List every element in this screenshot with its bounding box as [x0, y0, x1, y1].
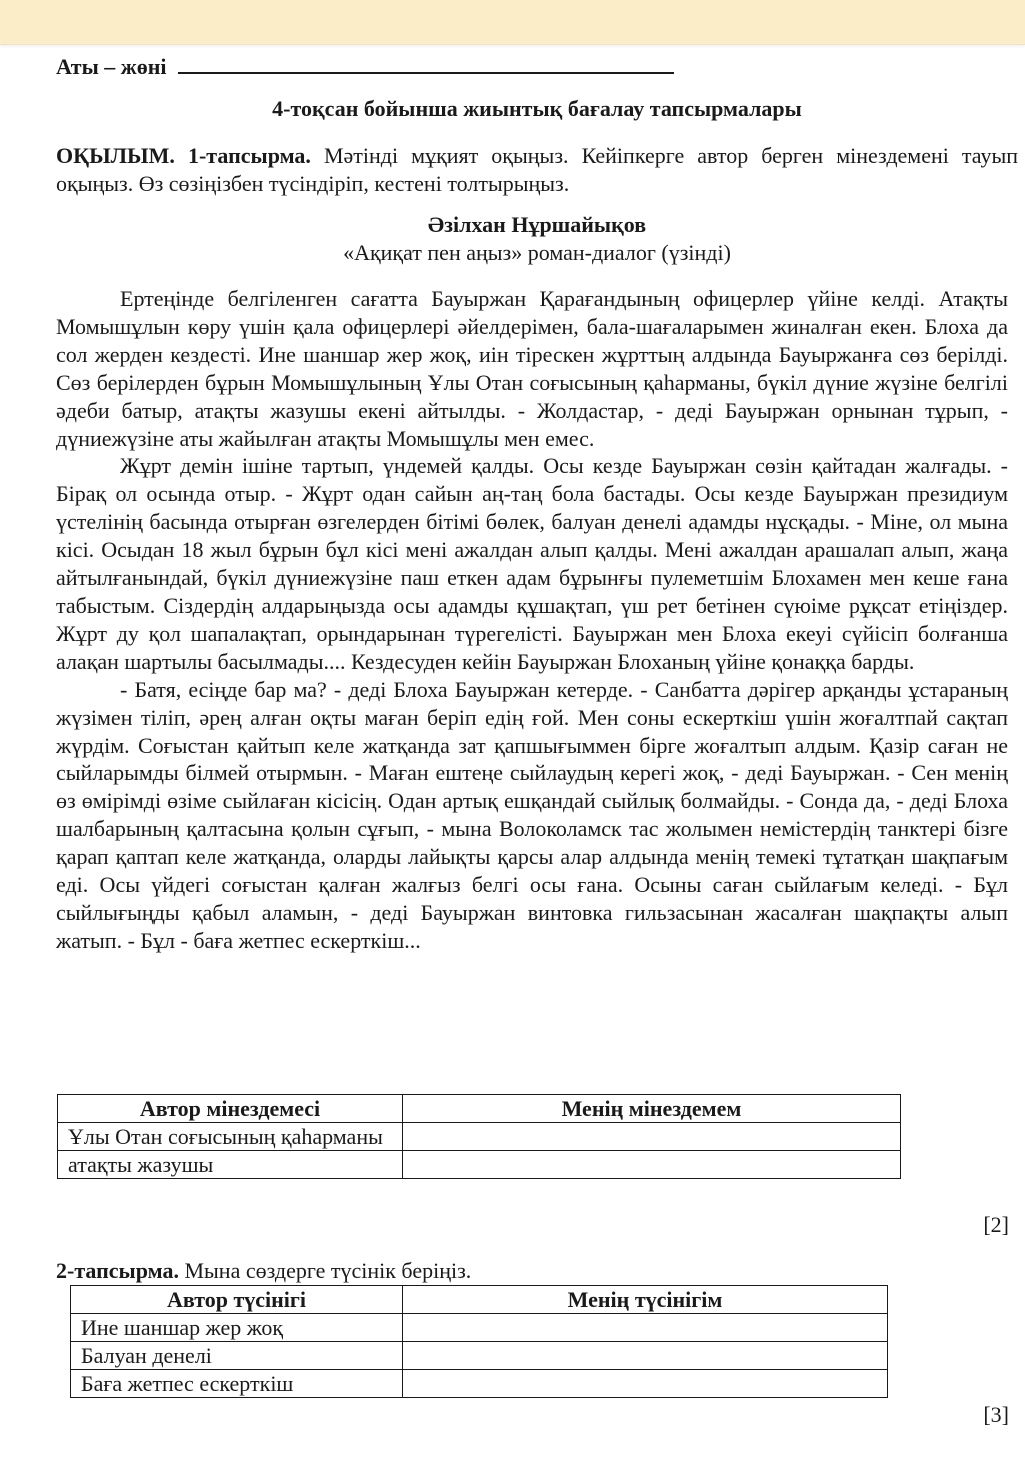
table-row	[71, 1370, 888, 1398]
task1-label: ОҚЫЛЫМ. 1-тапсырма.	[56, 143, 311, 168]
text-work-title: «Ақиқат пен аңыз» роман-диалог (үзінді)	[343, 240, 731, 265]
top-band	[0, 0, 1025, 45]
table-row	[71, 1342, 888, 1370]
table-header-cell: Автор түсінігі	[71, 1286, 403, 1314]
author-explanation-cell: Баға жетпес ескерткіш	[71, 1370, 403, 1398]
table-header-cell: Менің мінездемем	[403, 1095, 901, 1123]
my-explanation-cell[interactable]	[403, 1342, 888, 1370]
my-characterization-cell[interactable]	[403, 1151, 901, 1179]
table-header-cell: Менің түсінігім	[403, 1286, 888, 1314]
author-characterization-cell: атақты жазушы	[58, 1151, 403, 1179]
author-explanation-cell: Ине шаншар жер жоқ	[71, 1314, 403, 1342]
task1-instruction-text: Мәтінді мұқият оқыңыз. Кейіпкерге автор берген мінездемені тауып оқыңыз. Өз сөзіңізбен түсіндіріп, кестені толтырыңыз.	[56, 143, 1018, 196]
worksheet-title: 4-тоқсан бойынша жиынтық бағалау тапсырмалары	[272, 96, 802, 121]
task2-instruction-text: Мына сөздерге түсінік беріңіз.	[184, 1258, 472, 1283]
reading-text	[56, 285, 1008, 955]
my-characterization-cell[interactable]	[403, 1123, 901, 1151]
paragraph-2: Жұрт демін ішіне тартып, үндемей қалды. Осы кезде Бауыржан сөзін қайтадан жалғады. - Бірақ ол осында отыр. - Жұрт одан сайын аң-таң бола бастады. Осы кезде Бауыржан президиум үстелінің басында отырған өзгелерден бітімі бөлек, балуан денелі адамды нұсқады. - Міне, ол мына кісі. Осыдан 18 жыл бұрын бұл кісі мені ажалдан алып қалды. Мені ажалдан арашалап алып, жаңа айтылғанындай, бүкіл дүниежүзіне паш еткен адам бұрынғы пулеметшім Блохамен мен кеше ғана табыстым. Сіздердің алдарыңызда осы адамды құшақтап, үш рет бетінен сүюіме рұқсат етіңіздер. Жұрт ду қол шапалақтап, орындарынан түрегелісті. Бауыржан мен Блоха екеуі сүйісіп болғанша алақан шартылы басылмады.... Кездесуден кейін Бауыржан Блоханың үйіне қонаққа барды.	[56, 453, 1008, 674]
task2-label: 2-тапсырма.	[56, 1258, 179, 1283]
task1-instruction	[56, 142, 1018, 198]
table-row	[58, 1123, 901, 1151]
table-row	[71, 1314, 888, 1342]
name-blank-line[interactable]	[178, 52, 674, 74]
table-header-row	[58, 1095, 901, 1123]
my-explanation-cell[interactable]	[403, 1314, 888, 1342]
table-header-row	[71, 1286, 888, 1314]
table-header-cell: Автор мінездемесі	[58, 1095, 403, 1123]
task2-instruction	[56, 1258, 471, 1284]
author-characterization-cell: Ұлы Отан соғысының қаһарманы	[58, 1123, 403, 1151]
task2-score: [3]	[983, 1402, 1009, 1427]
name-label: Аты – жөні	[56, 54, 167, 79]
task1-table	[57, 1094, 901, 1179]
table-row	[58, 1151, 901, 1179]
text-author: Әзілхан Нұршайықов	[427, 212, 647, 237]
paragraph-3: - Батя, есіңде бар ма? - деді Блоха Бауыржан кетерде. - Санбатта дәрігер арқанды ұстараның жүзімен тіліп, әрең алған оқты маған беріп едің ғой. Мен соны ескерткіш үшін жоғалтпай сақтап жүрдім. Соғыстан қайтып келе жатқанда зат қапшығыммен бірге жоғалтып алдым. Қазір саған не сыйларымды білмей отырмын. - Маған ештеңе сыйлаудың керегі жоқ, - деді Бауыржан. - Сен менің өз өмірімді өзіме сыйлаған кісісің. Одан артық ешқандай сыйлық болмайды. - Сонда да, - деді Блоха шалбарының қалтасына қолын сұғып, - мына Волоколамск тас жолымен немістердің танктері бізге қарап қаптап келе жатқанда, оларды лайықты қарсы алар алдында менің темекі тұтатқан шақпағым еді. Осы үйдегі соғыстан қалған жалғыз белгі осы ғана. Осыны саған сыйлағым келеді. - Бұл сыйлығыңды қабыл аламын, - деді Бауыржан винтовка гильзасынан жасалған шақпақты алып жатып. - Бұл - баға жетпес ескерткіш...	[56, 676, 1008, 953]
task2-table	[70, 1285, 888, 1398]
paragraph-1: Ертеңінде белгіленген сағатта Бауыржан Қарағандының офицерлер үйіне келді. Атақты Момышұлын көру үшін қала офицерлері әйелдерімен, бала-шағаларымен жиналған екен. Блоха да сол жерден кездесті. Ине шаншар жер жоқ, иін тірескен жұрттың алдында Бауыржанға сөз берілді. Сөз берілерден бұрын Момышұлының Ұлы Отан соғысының қаһарманы, бүкіл дүние жүзіне белгілі әдеби батыр, атақты жазушы екені айтылды. - Жолдастар, - деді Бауыржан орнынан тұрып, - дүниежүзіне аты жайылған атақты Момышұлы мен емес.	[56, 286, 1008, 451]
my-explanation-cell[interactable]	[403, 1370, 888, 1398]
name-field	[56, 52, 674, 80]
task1-score: [2]	[983, 1212, 1009, 1237]
author-explanation-cell: Балуан денелі	[71, 1342, 403, 1370]
